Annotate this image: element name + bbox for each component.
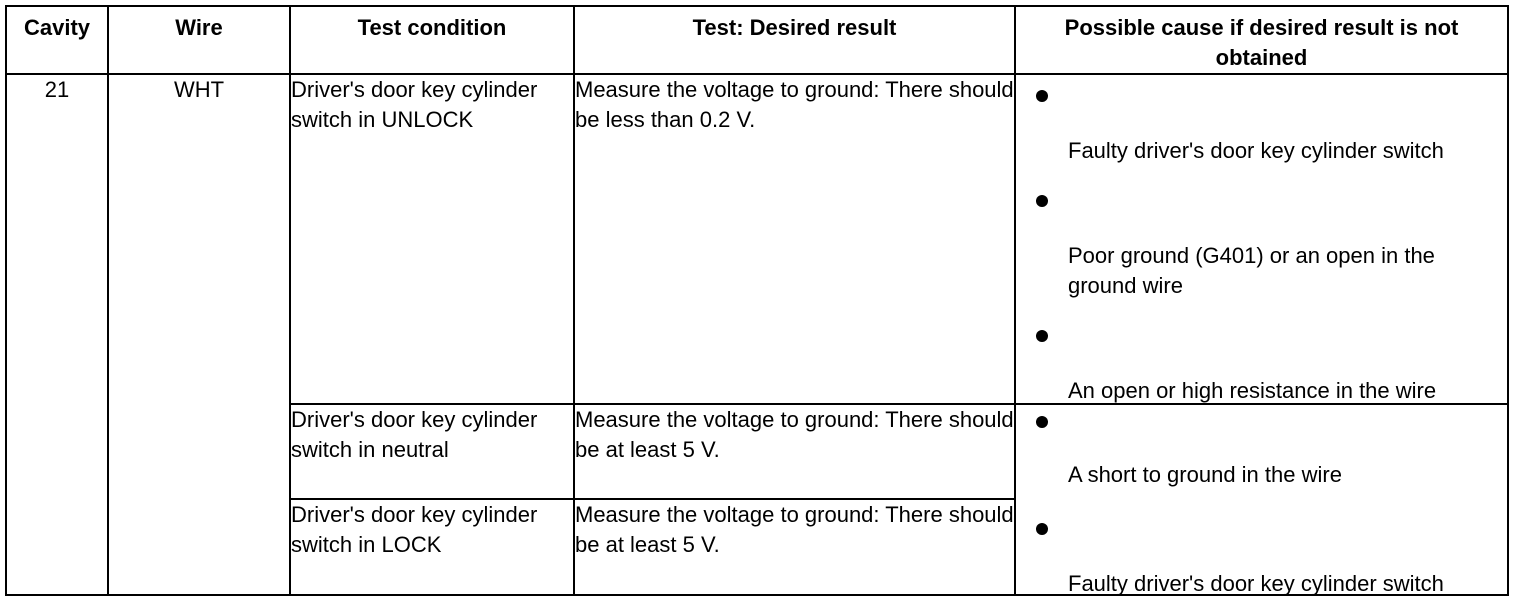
wire-cell: WHT [108, 74, 290, 595]
list-item [1016, 180, 1507, 315]
condition-cell: Driver's door key cylinder switch in UNLOCK [290, 74, 574, 404]
diagnostic-table [5, 5, 1509, 596]
header-row [6, 6, 1508, 74]
header-wire: Wire [108, 6, 290, 74]
cause-text: Faulty driver's door key cylinder switch [1068, 571, 1444, 596]
header-desired-result: Test: Desired result [574, 6, 1015, 74]
table-row [6, 74, 1508, 404]
list-item [1016, 75, 1507, 180]
bullet-icon [1036, 523, 1048, 535]
header-test-condition: Test condition [290, 6, 574, 74]
cause-text: Faulty driver's door key cylinder switch [1068, 138, 1444, 163]
list-item [1016, 315, 1507, 403]
bullet-icon [1036, 330, 1048, 342]
condition-cell: Driver's door key cylinder switch in neutral [290, 404, 574, 499]
cause-text: Poor ground (G401) or an open in the ground wire [1068, 243, 1435, 298]
cause-text: A short to ground in the wire [1068, 462, 1342, 487]
causes-cell [1015, 74, 1508, 404]
list-item [1016, 405, 1507, 509]
bullet-icon [1036, 195, 1048, 207]
causes-cell [1015, 404, 1508, 595]
bullet-icon [1036, 416, 1048, 428]
condition-cell: Driver's door key cylinder switch in LOCK [290, 499, 574, 595]
result-cell: Measure the voltage to ground: There should be at least 5 V. [574, 499, 1015, 595]
result-cell: Measure the voltage to ground: There should be at least 5 V. [574, 404, 1015, 499]
header-possible-cause: Possible cause if desired result is not obtained [1015, 6, 1508, 74]
cause-text: An open or high resistance in the wire [1068, 378, 1437, 403]
result-cell: Measure the voltage to ground: There should be less than 0.2 V. [574, 74, 1015, 404]
header-cavity: Cavity [6, 6, 108, 74]
list-item [1016, 509, 1507, 596]
bullet-icon [1036, 90, 1048, 102]
cavity-cell: 21 [6, 74, 108, 595]
